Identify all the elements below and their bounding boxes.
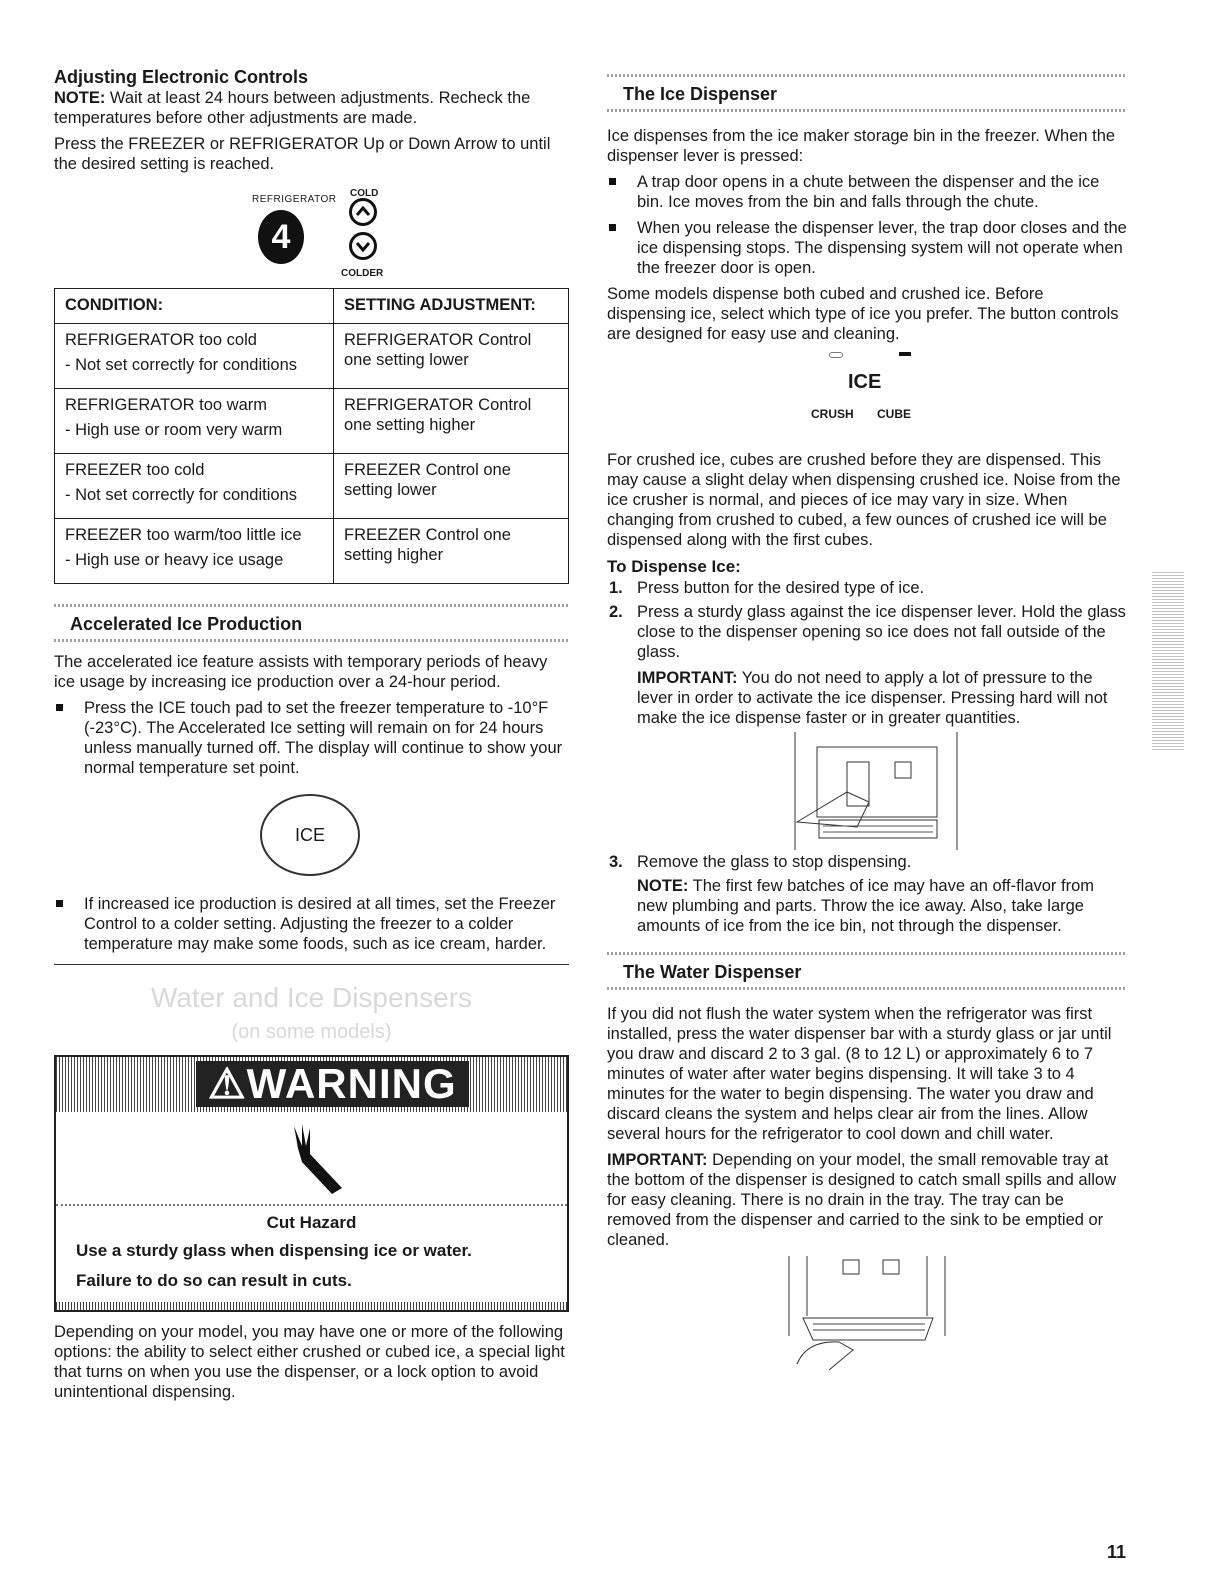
adjust-title: Adjusting Electronic Controls (54, 67, 309, 87)
adjustment-table (54, 288, 569, 584)
section-subtitle: (on some models) (231, 1021, 392, 1043)
cube-button[interactable]: CUBE (877, 407, 912, 421)
hazard-line-1: Use a sturdy glass when dispensing ice or water. (76, 1241, 472, 1260)
divider (607, 952, 1127, 955)
crush-button[interactable]: CRUSH (811, 407, 854, 421)
colder-label: COLDER (341, 268, 384, 279)
ice-para-2: Some models dispense both cubed and crushed ice. Before dispensing ice, select which type of ice you prefer. The button controls are designed for easy use and cleaning. (607, 285, 1119, 343)
chevron-down-icon (352, 235, 374, 257)
adjust-note: NOTE: Wait at least 24 hours between adjustments. Recheck the temperatures before other adjustments are made. (54, 89, 531, 127)
table-row: REFRIGERATOR too cold - Not set correctly for conditions REFRIGERATOR Control one setting lower (55, 324, 569, 389)
down-arrow-button[interactable] (349, 232, 377, 260)
closing-para: Depending on your model, you may have one or more of the following options: the ability to select either crushed or cubed ice, a special light that turns on when you use the dispenser, or a lock option to avoid unintentional dispensing. (54, 1323, 565, 1401)
ice-para-3: For crushed ice, cubes are crushed before they are dispensed. This may cause a slight delay when dispensing crushed ice. Noise from the ice crusher is normal, and pieces of ice may vary in size. When changing from crushed to cubed, a few ounces of crushed ice will be dispensed along with the first cubes. (607, 451, 1121, 549)
cold-label: COLD (350, 188, 379, 199)
accel-list-2 (54, 894, 569, 954)
accel-para: The accelerated ice feature assists with temporary periods of heavy ice usage by increasing ice production over a 24-hour period. (54, 653, 548, 691)
page-number: 11 (1106, 1542, 1126, 1562)
crush-indicator (829, 352, 843, 358)
water-tray-illustration (607, 1256, 1127, 1376)
ice-dispenser-title: The Ice Dispenser (623, 84, 778, 104)
warning-box (54, 1055, 569, 1312)
list-item: 1. Press button for the desired type of ice. (609, 579, 925, 597)
ice-button-figure (54, 784, 569, 894)
temperature-display: 4 (258, 210, 304, 264)
language-side-tab (1152, 570, 1184, 750)
water-para-1: If you did not flush the water system when the refrigerator was first installed, press the water dispenser bar with a sturdy glass or jar until you draw and discard 2 to 3 gal. (8 to 12 L) or approximately 6 to 7 minutes of water after water begins dispensing. It will take 3 to 4 minutes for the water to begin dispensing. The water you draw and discard cleans the system and helps clear air from the lines. Allow several hours for the refrigerator to cool down and chill water. (607, 1005, 1112, 1143)
hazard-title: Cut Hazard (266, 1213, 357, 1232)
warning-triangle-icon: ⚠ (208, 1060, 247, 1107)
cut-hand-icon (56, 1112, 567, 1204)
warning-label: ⚠WARNING (196, 1061, 469, 1107)
divider (607, 109, 1127, 112)
table-header: SETTING ADJUSTMENT: (334, 289, 569, 324)
accel-title: Accelerated Ice Production (70, 614, 303, 634)
list-item: 3. Remove the glass to stop dispensing. NOTE: The first few batches of ice may have an off-flavor from new plumbing and parts. Throw the ice away. Also, take large amounts of ice from the ice bin, not through the dispenser. (609, 853, 1094, 935)
ice-para-1: Ice dispenses from the ice maker storage bin in the freezer. When the dispenser lever is pressed: (607, 127, 1116, 165)
table-row: FREEZER too cold - Not set correctly for conditions FREEZER Control one setting lower (55, 454, 569, 519)
ice-list (607, 172, 1127, 278)
dispense-steps (607, 578, 1127, 728)
dispense-steps-title: To Dispense Ice: (607, 557, 741, 576)
section-title: Water and Ice Dispensers (150, 982, 473, 1013)
list-item: When you release the dispenser lever, the trap door closes and the ice dispensing stops. The dispensing system will not operate when the freezer door is open. (607, 218, 1127, 278)
table-header-row (55, 289, 569, 324)
divider (54, 604, 569, 607)
table-row: FREEZER too warm/too little ice - High use or heavy ice usage FREEZER Control one setting higher (55, 519, 569, 584)
list-item: If increased ice production is desired at all times, set the Freezer Control to a colder setting. Adjusting the freezer to a colder temperature may make some foods, such as ice cream, harder. (54, 894, 569, 954)
cube-indicator (899, 352, 911, 356)
ice-control-label: ICE (848, 371, 882, 393)
ice-button[interactable]: ICE (260, 794, 360, 876)
list-item: 2. Press a sturdy glass against the ice dispenser lever. Hold the glass close to the dispenser opening so ice does not fall outside of the glass. IMPORTANT: You do not need to apply a lot of pressure to the lever in order to activate the ice dispenser. Pressing hard will not make the ice dispense faster or in greater quantities. (609, 603, 1126, 727)
ice-dispenser-illustration (607, 732, 1127, 852)
table-row: REFRIGERATOR too warm - High use or room very warm REFRIGERATOR Control one setting higher (55, 389, 569, 454)
up-arrow-button[interactable] (349, 198, 377, 226)
hazard-line-2: Failure to do so can result in cuts. (76, 1271, 352, 1290)
divider (607, 987, 1127, 990)
water-dispenser-title: The Water Dispenser (623, 962, 802, 982)
accel-list (54, 698, 569, 778)
table-header: CONDITION: (55, 289, 334, 324)
chevron-up-icon (352, 201, 374, 223)
warning-body (56, 1206, 567, 1302)
divider (54, 964, 569, 965)
refrigerator-control-panel (54, 180, 569, 288)
divider (54, 639, 569, 642)
dispense-steps-cont (607, 852, 1127, 936)
list-item: Press the ICE touch pad to set the freezer temperature to -10°F (-23°C). The Accelerated Ice setting will remain on for 24 hours unless manually turned off. The display will continue to show your normal temperature set point. (54, 698, 569, 778)
adjust-para: Press the FREEZER or REFRIGERATOR Up or Down Arrow to until the desired setting is reached. (54, 135, 551, 173)
refrigerator-label: REFRIGERATOR (252, 194, 337, 205)
ice-type-control (607, 350, 1127, 450)
list-item: A trap door opens in a chute between the dispenser and the ice bin. Ice moves from the bin and falls through the chute. (607, 172, 1127, 212)
left-column (54, 66, 569, 1408)
divider (607, 74, 1127, 77)
right-column (607, 74, 1127, 1376)
water-important: IMPORTANT: Depending on your model, the small removable tray at the bottom of the dispenser is designed to catch small spills and allow for easy cleaning. There is no drain in the tray. The tray can be removed from the dispenser and carried to the sink to be emptied or cleaned. (607, 1151, 1117, 1249)
warning-banner (56, 1057, 567, 1112)
